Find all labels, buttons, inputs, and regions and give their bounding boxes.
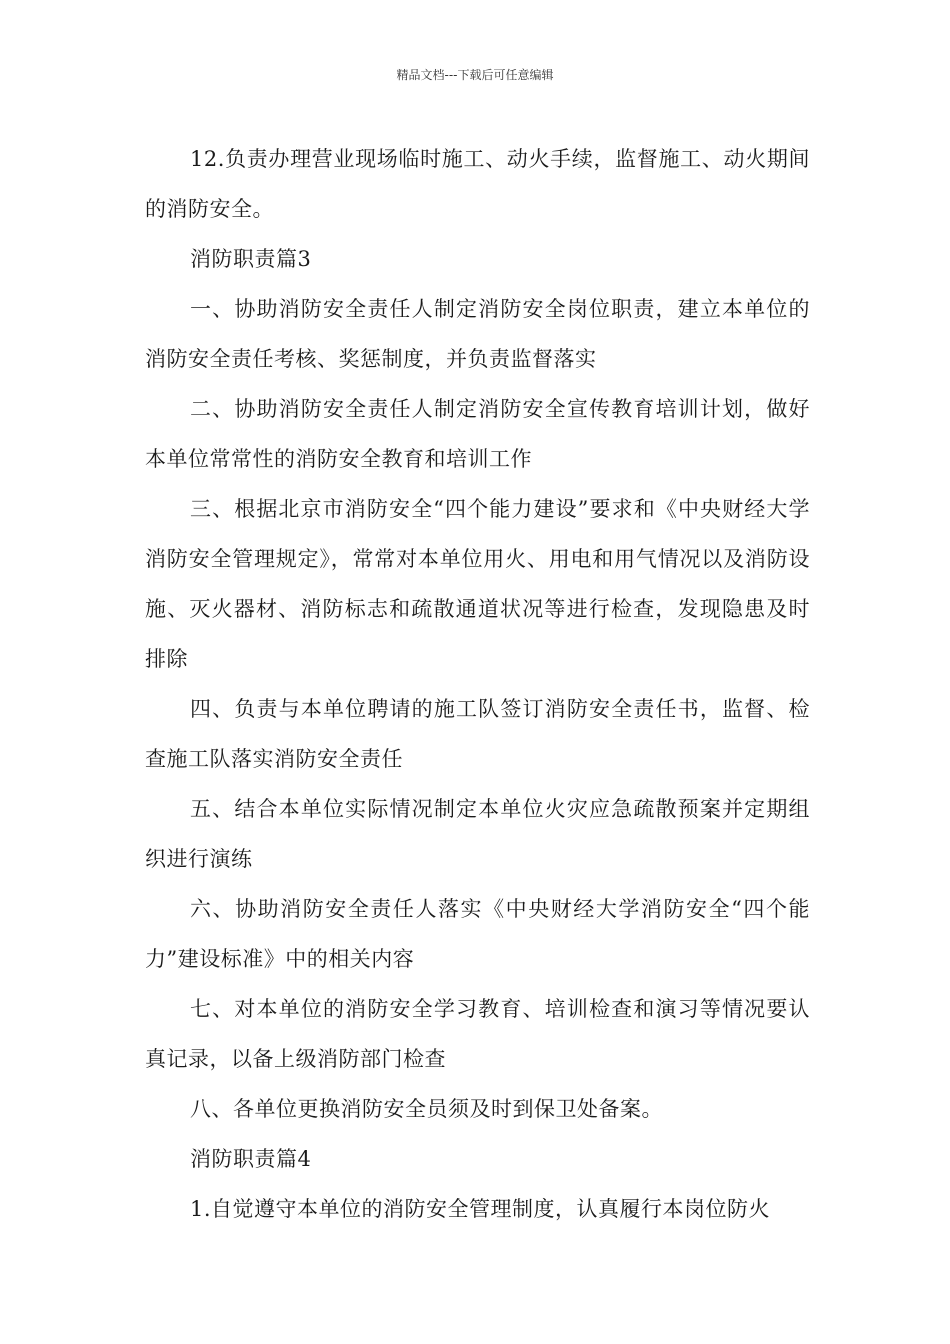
paragraph-duty-5: 五、结合本单位实际情况制定本单位火灾应急疏散预案并定期组织进行演练	[145, 797, 810, 871]
paragraph-item-1: 1.自觉遵守本单位的消防安全管理制度，认真履行本岗位防火	[190, 1197, 771, 1221]
paragraph-duty-7: 七、对本单位的消防安全学习教育、培训检查和演习等情况要认真记录，以备上级消防部门检查	[145, 997, 810, 1071]
paragraph-duty-2: 二、协助消防安全责任人制定消防安全宣传教育培训计划，做好本单位常常性的消防安全教育和培训工作	[145, 397, 810, 471]
section-heading-4: 消防职责篇4	[190, 1147, 312, 1171]
paragraph-duty-4: 四、负责与本单位聘请的施工队签订消防安全责任书，监督、检查施工队落实消防安全责任	[145, 697, 810, 771]
paragraph-duty-6: 六、协助消防安全责任人落实《中央财经大学消防安全“四个能力”建设标准》中的相关内容	[145, 897, 810, 971]
page-header: 精品文档---下载后可任意编辑	[396, 68, 554, 82]
paragraph-item-12: 12.负责办理营业现场临时施工、动火手续，监督施工、动火期间的消防安全。	[145, 147, 810, 221]
paragraph-duty-3: 三、根据北京市消防安全“四个能力建设”要求和《中央财经大学消防安全管理规定》，常常对本单位用火、用电和用气情况以及消防设施、灭火器材、消防标志和疏散通道状况等进行检查，发现隐患及时排除	[145, 497, 810, 671]
section-heading-3: 消防职责篇3	[190, 247, 312, 271]
paragraph-duty-8: 八、各单位更换消防安全员须及时到保卫处备案。	[190, 1097, 663, 1121]
document-body	[145, 134, 810, 1234]
paragraph-duty-1: 一、协助消防安全责任人制定消防安全岗位职责，建立本单位的消防安全责任考核、奖惩制度，并负责监督落实	[145, 297, 810, 371]
